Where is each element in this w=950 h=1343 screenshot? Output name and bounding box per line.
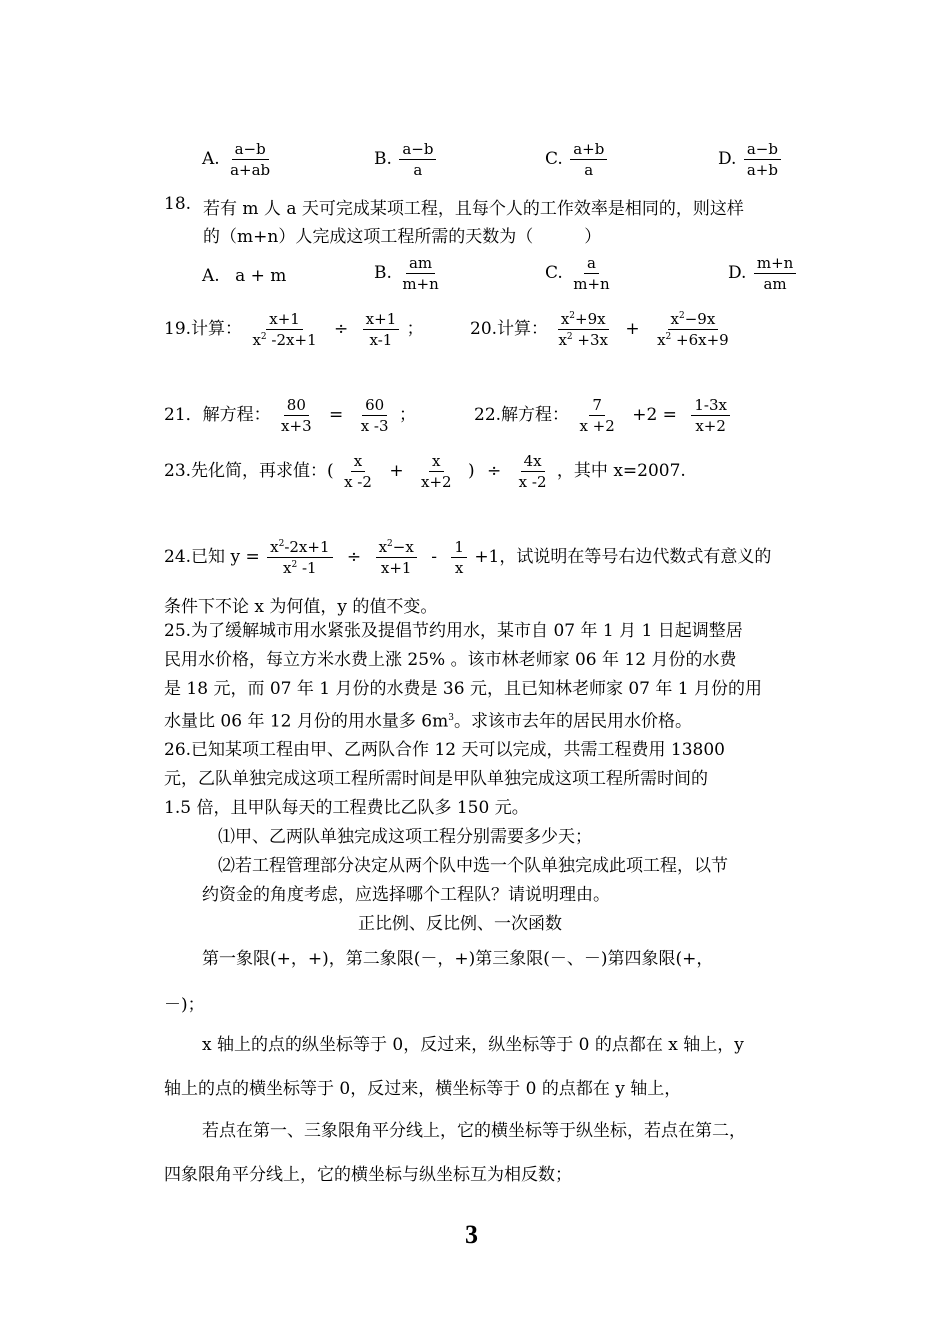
fraction [418,452,455,491]
fraction [451,538,467,577]
fraction [744,140,781,179]
question-prefix: 20.计算： [470,319,549,339]
fraction [570,254,612,293]
fraction [691,396,730,435]
fraction [576,396,617,435]
term: −9x [684,310,716,328]
option-label: D. [718,149,737,169]
denominator: x +2 [579,417,615,435]
term: -1 [297,559,317,577]
equation-middle: +2 = [632,405,677,425]
fraction [363,310,400,349]
denominator: a [584,161,594,179]
q24-line2: 条件下不论 x 为何值，y 的值不变。 [164,597,438,617]
divide-sign: ÷ [334,319,349,339]
denominator: x -2 [518,473,547,491]
denominator: x -2 [344,473,372,491]
numerator: am [406,254,435,274]
numerator: 1-3x [691,396,730,416]
exponent: 2 [665,332,672,342]
q18-option-c [545,254,615,293]
divide-sign: ÷ [346,547,362,567]
fraction [267,538,332,577]
denominator: am [763,275,787,293]
section-p3-line1: 若点在第一、三象限角平分线上，它的横坐标等于纵坐标，若点在第二， [202,1121,746,1141]
q17-option-a [202,140,275,179]
term: x [270,538,279,556]
exponent: 2 [291,560,298,570]
numerator [558,310,609,330]
q19 [164,310,424,349]
term: +9x [575,310,606,328]
denominator: x [454,559,464,577]
denominator [654,330,732,349]
q17-option-b [374,140,438,179]
fraction [516,452,550,491]
option-label: C. [545,149,563,169]
numerator [668,310,719,330]
option-label: A. [202,149,220,169]
denominator [249,330,319,349]
q24 [164,538,771,577]
minus-sign: - [431,547,437,567]
fraction [399,140,436,179]
numerator: x [351,452,365,472]
numerator: x+1 [363,310,400,330]
divide-sign: ÷ [487,461,502,481]
q25-line1: 25.为了缓解城市用水紧张及提倡节约用水，某市自 07 年 1 月 1 日起调整居 [164,621,743,641]
q22 [474,396,732,435]
question-tail: +1，试说明在等号右边代数式有意义的 [474,547,772,567]
q25-line3: 是 18 元，而 07 年 1 月份的水费是 36 元，且已知林老师家 07 年 1 月份的用 [164,679,763,699]
section-p2-line2: 轴上的点的横坐标等于 0，反过来，横坐标等于 0 的点都在 y 轴上， [164,1079,682,1099]
q26-sub2b: 约资金的角度考虑，应选择哪个工程队？请说明理由。 [202,885,610,905]
fraction [376,538,417,577]
q23 [164,452,686,491]
q26-sub1: ⑴甲、乙两队单独完成这项工程分别需要多少天； [218,827,592,847]
denominator: a+b [746,161,778,179]
term: -2x+1 [266,331,317,349]
denominator: x+2 [420,473,452,491]
numerator: a+b [570,140,607,160]
text: 。求该市去年的居民用水价格。 [453,711,692,732]
denominator: x-1 [369,331,393,349]
question-prefix: 23.先化简，再求值：( [164,461,334,481]
fraction [754,254,796,293]
q26-line2: 元，乙队单独完成这项工程所需时间是甲队单独完成这项工程所需时间的 [164,769,708,789]
denominator: a+ab [230,161,271,179]
q25-line4 [164,704,692,736]
section-p1-line2: －)； [164,995,205,1015]
denominator: x -3 [360,417,389,435]
q20 [470,310,734,349]
option-label: B. [374,263,392,283]
plus-sign: + [389,461,404,481]
q18-number: 18. [164,194,192,214]
q26-line3: 1.5 倍，且甲队每天的工程费比乙队多 150 元。 [164,798,529,818]
numerator: a−b [744,140,781,160]
q25-line2: 民用水价格，每立方米水费上涨 25% 。该市林老师家 06 年 12 月份的水费 [164,650,737,670]
term: x [283,559,292,577]
numerator: 7 [589,396,605,416]
denominator [555,330,611,349]
option-label: A. [202,266,220,286]
term: x [657,331,666,349]
option-label: B. [374,149,392,169]
fraction [278,396,315,435]
close-paren: ) [467,461,475,481]
numerator: x [429,452,443,472]
numerator: m+n [754,254,796,274]
q17-option-c [545,140,609,179]
section-title: 正比例、反比例、一次函数 [358,914,562,934]
denominator: x+1 [380,559,412,577]
question-prefix: 22.解方程： [474,405,570,425]
denominator: x+2 [695,417,726,435]
numerator: a [584,254,599,274]
q18-option-b [374,254,444,293]
denominator: a [413,161,423,179]
numerator [376,538,417,558]
exponent: 3 [448,713,454,723]
q21 [164,396,416,435]
exponent: 2 [678,311,685,321]
fraction [358,396,392,435]
equals-sign: = [329,405,344,425]
term: x [378,538,388,556]
q18-line1: 若有 m 人 a 天可完成某项工程，且每个人的工作效率是相同的，则这样 [203,199,744,219]
section-p2-line1: x 轴上的点的纵坐标等于 0，反过来，纵坐标等于 0 的点都在 x 轴上，y [202,1035,744,1055]
q17-option-d [718,140,783,179]
term: x [560,310,570,328]
fraction [341,452,375,491]
plus-sign: + [625,319,640,339]
term: x [558,331,567,349]
numerator [267,538,332,558]
q26-line1: 26.已知某项工程由甲、乙两队合作 12 天可以完成，共需工程费用 13800 [164,740,725,760]
page-number: 3 [465,1220,478,1249]
denominator: m+n [573,275,610,293]
denominator: m+n [402,275,439,293]
q18-option-a [202,266,286,286]
denominator [280,558,320,577]
q18-line2: 的（m+n）人完成这项工程所需的天数为（ ） [203,227,602,247]
option-label: D. [728,263,747,283]
numerator: x+1 [266,310,303,330]
punctuation: ； [406,319,424,339]
fraction [227,140,273,179]
term: -2x+1 [284,538,330,556]
fraction [249,310,319,349]
question-suffix: ，其中 x=2007. [556,461,686,481]
text: 水量比 06 年 12 月份的用水量多 6m [164,711,449,732]
denominator: x+3 [281,417,312,435]
question-prefix: 21．解方程： [164,405,271,425]
numerator: a−b [232,140,269,160]
option-text: a + m [235,266,287,286]
option-label: C. [545,263,563,283]
term: x [670,310,679,328]
numerator: 60 [362,396,387,416]
term: +6x+9 [671,331,729,349]
numerator: 1 [451,538,467,558]
fraction [399,254,441,293]
numerator: 80 [284,396,309,416]
exponent: 2 [387,539,393,549]
exponent: 2 [278,539,285,549]
numerator: a−b [399,140,436,160]
exponent: 2 [566,332,573,342]
section-p1-line1: 第一象限(+，+)，第二象限(－，+)第三象限(－、－)第四象限(+， [202,949,714,969]
exponent: 2 [569,311,576,321]
punctuation: ； [398,405,416,425]
fraction [654,310,732,349]
fraction [555,310,611,349]
q26-sub2: ⑵若工程管理部分决定从两个队中选一个队单独完成此项工程，以节 [218,856,728,876]
section-p3-line2: 四象限角平分线上，它的横坐标与纵坐标互为相反数； [164,1165,572,1185]
numerator: 4x [521,452,545,472]
q18-option-d [728,254,798,293]
question-prefix: 19.计算： [164,319,243,339]
term: −x [392,538,414,556]
question-prefix: 24.已知 y = [164,547,260,567]
term: x [252,331,261,349]
term: +3x [572,331,608,349]
fraction [570,140,607,179]
exponent: 2 [260,332,267,342]
